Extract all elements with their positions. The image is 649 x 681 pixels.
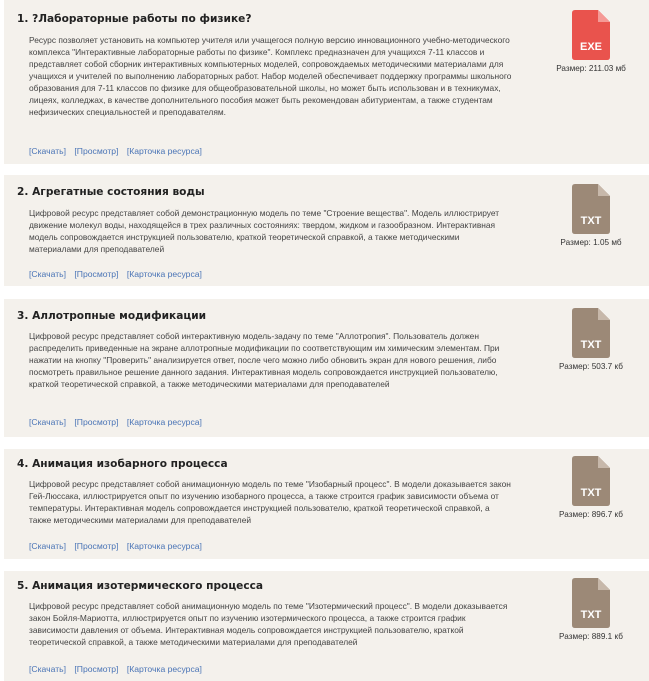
resource-card-link[interactable]: [Карточка ресурса] [126, 541, 202, 551]
resource-card-link[interactable]: [Карточка ресурса] [126, 146, 202, 156]
resource-card-link[interactable]: [Карточка ресурса] [126, 417, 202, 427]
resource-links [29, 417, 208, 427]
file-info [541, 456, 641, 519]
resource-card [4, 175, 649, 286]
resource-title: 4. Анимация изобарного процесса [17, 458, 228, 470]
resource-links [29, 146, 208, 156]
download-link[interactable]: [Скачать] [29, 269, 67, 279]
file-type-label: EXE [579, 41, 603, 53]
file-type-label: TXT [580, 487, 602, 499]
preview-link[interactable]: [Просмотр] [74, 269, 119, 279]
resource-title: 1. ?Лабораторные работы по физике? [17, 13, 252, 25]
preview-link[interactable]: [Просмотр] [74, 664, 119, 674]
resource-links [29, 664, 208, 674]
file-size: Размер: 889.1 кб [559, 632, 623, 641]
resource-title: 3. Аллотропные модификации [17, 310, 207, 322]
file-type-label: TXT [580, 609, 602, 621]
file-size: Размер: 896.7 кб [559, 510, 623, 519]
preview-link[interactable]: [Просмотр] [74, 541, 119, 551]
resource-description: Цифровой ресурс представляет собой анимационную модель по теме "Изобарный процесс". В модели доказывается закон Гей-Люссака, иллюстрируется опыт по изучению изобарного процесса, а также строится график зависимости объема от температуры. Интерактивная модель сопровождается инструкцией пользователю, краткой теоретической справкой, а также методическими материалами для преподавателей [29, 479, 511, 525]
txt-file-icon[interactable] [572, 578, 610, 628]
resource-links [29, 541, 208, 551]
download-link[interactable]: [Скачать] [29, 541, 67, 551]
preview-link[interactable]: [Просмотр] [74, 146, 119, 156]
file-size: Размер: 211.03 мб [556, 64, 626, 73]
resource-card [4, 571, 649, 681]
file-info [541, 308, 641, 371]
file-info [541, 184, 641, 247]
file-type-label: TXT [580, 339, 602, 351]
txt-file-icon[interactable] [572, 308, 610, 358]
resource-description: Цифровой ресурс представляет собой интерактивную модель-задачу по теме "Аллотропия". Пользователь должен распределить приведенные на экране аллотропные модификации по соответствующим им химическим элементам. При нажатии на кнопку "Проверить" анализируется ответ, после чего можно либо обновить экран для нового решения, либо посмотреть правильное решение данного задания. Интерактивная модель сопровождается инструкцией пользователю, краткой теоретической справкой, а также методическими материалами для преподавателей [29, 331, 500, 389]
file-type-label: TXT [580, 215, 602, 227]
resource-links [29, 269, 208, 279]
file-info [541, 578, 641, 641]
resource-title: 5. Анимация изотермического процесса [17, 580, 264, 592]
resource-description: Ресурс позволяет установить на компьютер учителя или учащегося полную версию инновационного учебно-методического комплекса "Интерактивные лабораторные работы по физике". Комплекс предназначен для учащихся 7-11 классов и представляет собой сборник интерактивных компьютерных моделей, сопровождаемых методическими материалами для учащихся и учителей по выполнению лабораторных работ. Набор моделей обеспечивает поддержку программы школьного образования для 7-11 классов по физике для общеобразовательной школы, но может быть использован и в техникумах, лицеях, колледжах, в качестве дополнительного пособия может быть рекомендован абитуриентам, а также студентам нефизических специальностей и преподавателям. [29, 35, 512, 117]
resource-card [4, 0, 649, 164]
resource-card [4, 299, 649, 437]
download-link[interactable]: [Скачать] [29, 417, 67, 427]
exe-file-icon[interactable] [572, 10, 610, 60]
download-link[interactable]: [Скачать] [29, 146, 67, 156]
file-size: Размер: 1.05 мб [560, 238, 622, 247]
resource-title: 2. Агрегатные состояния воды [17, 186, 205, 198]
resource-description: Цифровой ресурс представляет собой анимационную модель по теме "Изотермический процесс". В модели доказывается закон Бойля-Мариотта, иллюстрируется опыт по изучению изотермического процесса, а также строится график зависимости давления от объема. Интерактивная модель сопровождается инструкцией пользователю, краткой теоретической справкой, а также методическими материалами для преподавателей [29, 601, 508, 647]
txt-file-icon[interactable] [572, 456, 610, 506]
txt-file-icon[interactable] [572, 184, 610, 234]
resource-description: Цифровой ресурс представляет собой демонстрационную модель по теме "Строение вещества". Модель иллюстрирует движение молекул воды, находящейся в трех различных состояниях: твердом, жидком и газообразном. Интерактивная модель сопровождается инструкцией пользователю, краткой теоретической справкой, а также методическими материалами для преподавателей [29, 208, 500, 254]
resource-card [4, 449, 649, 559]
download-link[interactable]: [Скачать] [29, 664, 67, 674]
file-size: Размер: 503.7 кб [559, 362, 623, 371]
preview-link[interactable]: [Просмотр] [74, 417, 119, 427]
resource-card-link[interactable]: [Карточка ресурса] [126, 269, 202, 279]
file-info [541, 10, 641, 73]
resource-card-link[interactable]: [Карточка ресурса] [126, 664, 202, 674]
